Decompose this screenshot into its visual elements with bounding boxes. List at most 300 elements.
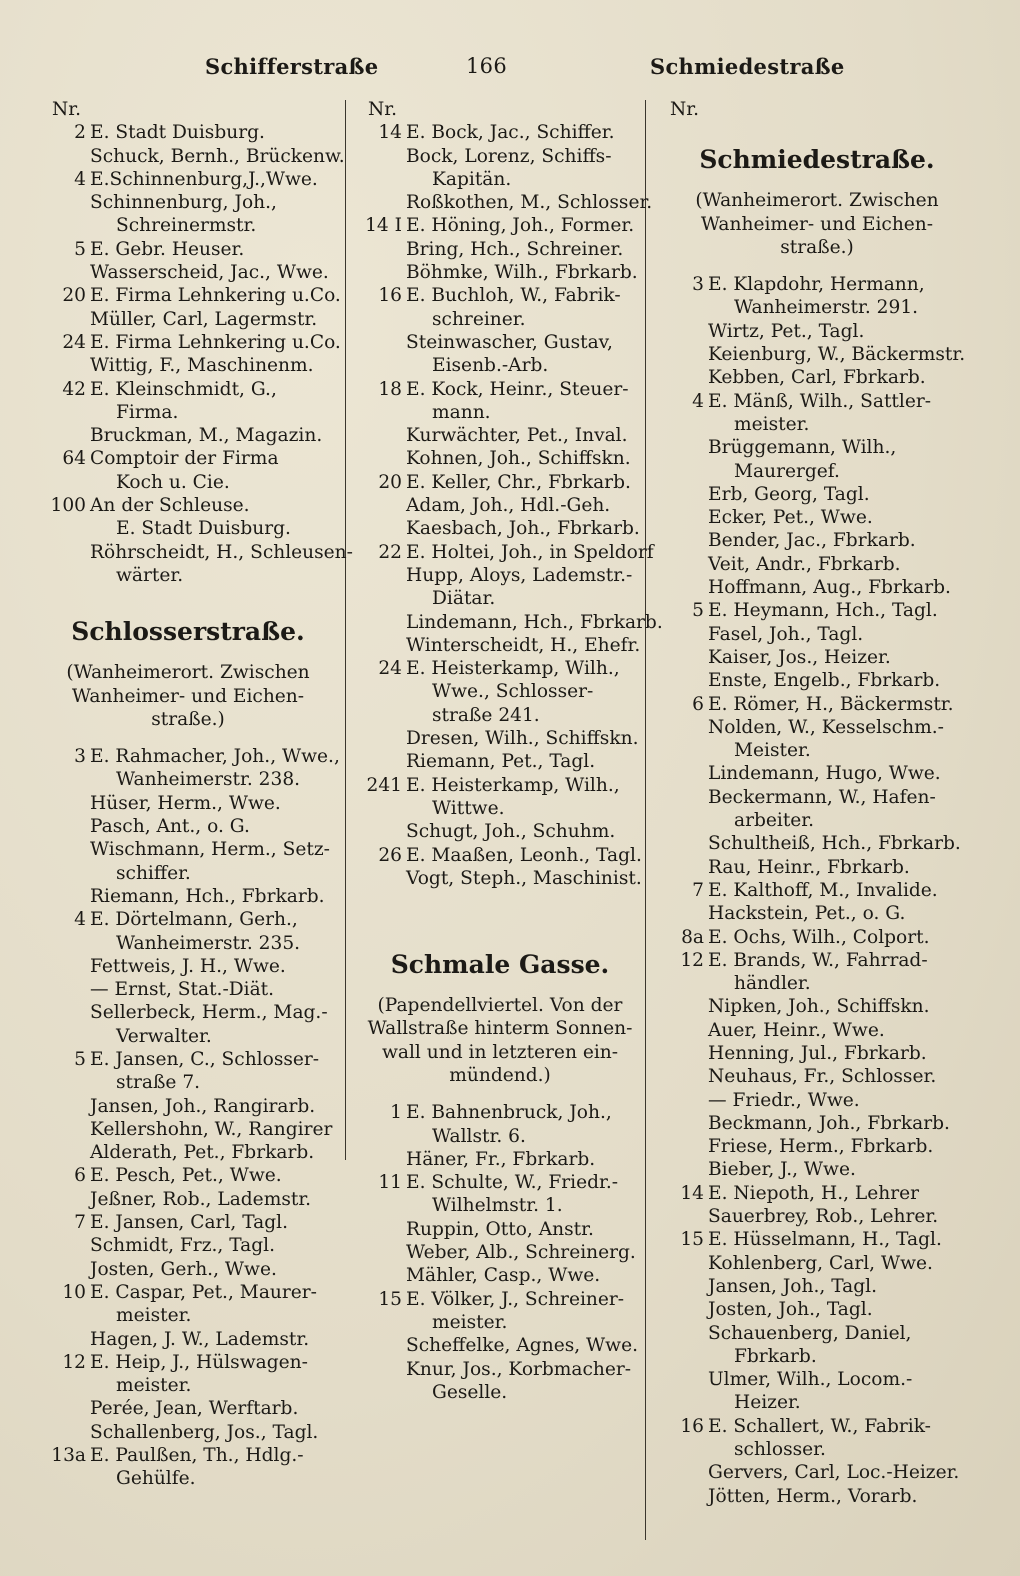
entry-line — [652, 693, 982, 716]
entry-text: E. Pesch, Pet., Wwe. — [90, 1165, 282, 1187]
entry-line — [350, 284, 650, 307]
entry-text: Geselle. — [432, 1381, 508, 1403]
entry-line — [34, 447, 342, 470]
entry-line — [34, 792, 342, 815]
nr-heading: Nr. — [670, 99, 700, 120]
entry-text: Dresen, Wilh., Schiffskn. — [406, 728, 639, 750]
entry-line — [34, 1071, 342, 1094]
entry-text: — Friedr., Wwe. — [708, 1089, 860, 1111]
entry-text: E. Kalthoff, M., Invalide. — [708, 879, 938, 901]
entry-line — [34, 401, 342, 424]
entry-line — [652, 972, 982, 995]
house-number: 15 — [378, 1288, 402, 1310]
house-number: 64 — [62, 448, 86, 470]
entry-text: Nipken, Joh., Schiffskn. — [708, 996, 930, 1018]
entry-line — [652, 1019, 982, 1042]
entry-text: Bender, Jac., Fbrkarb. — [708, 530, 916, 552]
entry-line — [652, 1089, 982, 1112]
entry-line — [652, 926, 982, 949]
entry-line — [34, 1304, 342, 1327]
entry-text: Winterscheidt, H., Ehefr. — [406, 634, 641, 656]
entry-line — [34, 1164, 342, 1187]
entry-text: Verwalter. — [116, 1025, 212, 1047]
entry-line — [34, 1025, 342, 1048]
entry-line — [34, 1258, 342, 1281]
entry-line — [652, 529, 982, 552]
entry-line — [350, 1381, 650, 1404]
entry-list — [652, 273, 982, 1508]
house-number: 14 — [680, 1182, 704, 1204]
entry-line — [652, 390, 982, 413]
entry-line — [652, 1228, 982, 1251]
house-number: 18 — [378, 378, 402, 400]
entry-text: schreiner. — [432, 308, 526, 330]
entry-line — [34, 378, 342, 401]
entry-list — [34, 121, 353, 587]
entry-text: Auer, Heinr., Wwe. — [708, 1019, 885, 1041]
house-number: 3 — [74, 746, 86, 768]
entry-line — [34, 1351, 342, 1374]
entry-line — [34, 354, 342, 377]
entry-text: E. Heymann, Hch., Tagl. — [708, 600, 938, 622]
entry-text: Bieber, J., Wwe. — [708, 1159, 856, 1181]
entry-text: Wallstr. 6. — [432, 1125, 526, 1147]
entry-list — [350, 1101, 650, 1404]
house-number: 1 — [390, 1102, 402, 1124]
entry-line — [350, 1334, 650, 1357]
entry-line — [34, 238, 342, 261]
entry-line — [34, 214, 342, 237]
entry-text: Wilhelmstr. 1. — [432, 1195, 563, 1217]
description-line: (Wanheimerort. Zwischen — [695, 190, 939, 212]
entry-line — [652, 856, 982, 879]
entry-line — [652, 320, 982, 343]
entry-text: Schauenberg, Daniel, — [708, 1322, 912, 1344]
entry-line — [350, 797, 650, 820]
entry-line — [652, 343, 982, 366]
entry-text: E. Hüsselmann, H., Tagl. — [708, 1229, 942, 1251]
entry-text: Gervers, Carl, Loc.-Heizer. — [708, 1462, 960, 1484]
entry-line — [652, 599, 982, 622]
column-divider-1 — [345, 100, 346, 1160]
entry-line — [350, 447, 650, 470]
entry-text: Keienburg, W., Bäckermstr. — [708, 344, 966, 366]
entry-text: E. Schulte, W., Friedr.- — [406, 1172, 619, 1194]
entry-line — [34, 1048, 342, 1071]
house-number: 3 — [692, 274, 704, 296]
entry-line — [350, 541, 654, 564]
entry-text: E. Heisterkamp, Wilh., — [406, 658, 620, 680]
entry-line — [652, 1112, 982, 1135]
entry-text: Kohlenberg, Carl, Wwe. — [708, 1252, 933, 1274]
entry-text: Hackstein, Pet., o. G. — [708, 903, 906, 925]
entry-text: Hoffmann, Aug., Fbrkarb. — [708, 577, 951, 599]
entry-text: Wanheimerstr. 238. — [116, 769, 301, 791]
entry-text: E.Schinnenburg,J.,Wwe. — [90, 168, 318, 190]
nr-heading: Nr. — [52, 99, 82, 120]
entry-line — [350, 820, 650, 843]
entry-line — [34, 1281, 342, 1304]
entry-text: Wanheimerstr. 291. — [734, 297, 919, 319]
house-number: 16 — [378, 285, 402, 307]
entry-text: Koch u. Cie. — [116, 471, 230, 493]
section-description — [350, 994, 650, 1087]
entry-text: schiffer. — [116, 862, 191, 884]
entry-list — [350, 121, 663, 890]
entry-text: händler. — [734, 973, 811, 995]
entry-text: Jansen, Joh., Rangirarb. — [90, 1095, 316, 1117]
house-number: 13a — [51, 1445, 86, 1467]
entry-text: E. Ochs, Wilh., Colport. — [708, 926, 930, 948]
entry-text: Enste, Engelb., Fbrkarb. — [708, 670, 941, 692]
entry-text: E. Firma Lehnkering u.Co. — [90, 285, 341, 307]
entry-text: Brüggemann, Wilh., — [708, 437, 897, 459]
entry-line — [652, 366, 982, 389]
entry-text: Bock, Lorenz, Schiffs- — [406, 145, 612, 167]
running-header-right: Schmiedestraße — [650, 54, 845, 79]
entry-text: An der Schleuse. — [90, 495, 250, 517]
entry-line — [350, 1125, 650, 1148]
entry-line — [652, 1135, 982, 1158]
house-number: 14 I — [365, 215, 402, 237]
house-number: 20 — [62, 285, 86, 307]
entry-text: Ulmer, Wilh., Locom.- — [708, 1369, 913, 1391]
entry-text: Gehülfe. — [116, 1468, 196, 1490]
entry-text: Wittwe. — [432, 797, 505, 819]
house-number: 12 — [62, 1351, 86, 1373]
entry-text: Steinwascher, Gustav, — [406, 331, 613, 353]
nr-heading: Nr. — [368, 99, 398, 120]
entry-line — [652, 1345, 982, 1368]
entry-line — [652, 669, 982, 692]
entry-text: Schallenberg, Jos., Tagl. — [90, 1421, 319, 1443]
entry-text: E. Jansen, Carl, Tagl. — [90, 1212, 289, 1234]
house-number: 24 — [378, 658, 402, 680]
entry-line — [350, 867, 650, 890]
entry-line — [34, 1095, 342, 1118]
entry-line — [34, 1397, 342, 1420]
entry-line — [350, 611, 663, 634]
entry-text: E. Niepoth, H., Lehrer — [708, 1182, 920, 1204]
entry-text: Böhmke, Wilh., Fbrkarb. — [406, 262, 638, 284]
entry-line — [652, 413, 982, 436]
entry-line — [350, 657, 650, 680]
entry-text: Kellershohn, W., Rangirer — [90, 1118, 333, 1140]
house-number: 16 — [680, 1415, 704, 1437]
entry-line — [652, 1182, 982, 1205]
entry-text: E. Gebr. Heuser. — [90, 238, 245, 260]
section-title: Schmale Gasse. — [390, 950, 610, 980]
house-number: 26 — [378, 844, 402, 866]
entry-text: Sauerbrey, Rob., Lehrer. — [708, 1206, 939, 1228]
entry-line — [652, 296, 982, 319]
entry-line — [350, 844, 650, 867]
house-number: 24 — [62, 331, 86, 353]
entry-text: E. Firma Lehnkering u.Co. — [90, 331, 341, 353]
house-number: 12 — [680, 949, 704, 971]
house-number: 15 — [680, 1229, 704, 1251]
entry-text: E. Schallert, W., Fabrik- — [708, 1415, 931, 1437]
entry-line — [652, 832, 982, 855]
entry-line — [34, 284, 342, 307]
entry-line — [34, 541, 353, 564]
entry-text: Beckmann, Joh., Fbrkarb. — [708, 1112, 950, 1134]
entry-text: Scheffelke, Agnes, Wwe. — [406, 1335, 638, 1357]
entry-text: Jeßner, Rob., Lademstr. — [90, 1188, 312, 1210]
entry-line — [350, 378, 650, 401]
entry-line — [34, 471, 342, 494]
house-number: 20 — [378, 471, 402, 493]
house-number: 5 — [74, 238, 86, 260]
entry-text: mann. — [432, 401, 491, 423]
entry-text: Beckermann, W., Hafen- — [708, 786, 936, 808]
entry-text: E. Völker, J., Schreiner- — [406, 1288, 625, 1310]
entry-line — [350, 774, 650, 797]
entry-list — [34, 745, 342, 1491]
entry-text: Perée, Jean, Werftarb. — [90, 1398, 299, 1420]
entry-text: meister. — [432, 1311, 508, 1333]
house-number: 7 — [692, 879, 704, 901]
entry-line — [652, 739, 982, 762]
description-line: (Papendellviertel. Von der — [377, 995, 623, 1017]
entry-text: E. Höning, Joh., Former. — [406, 215, 635, 237]
description-line: (Wanheimerort. Zwischen — [66, 662, 310, 684]
entry-text: Vogt, Steph., Maschinist. — [406, 867, 642, 889]
entry-line — [350, 261, 650, 284]
entry-line — [34, 261, 342, 284]
entry-line — [652, 1368, 982, 1391]
section-description — [34, 661, 342, 731]
entry-text: Josten, Joh., Tagl. — [708, 1299, 873, 1321]
entry-text: Schuck, Bernh., Brückenw. — [90, 145, 345, 167]
entry-text: schlosser. — [734, 1439, 826, 1461]
entry-line — [350, 168, 650, 191]
entry-text: wärter. — [116, 564, 184, 586]
entry-text: meister. — [116, 1375, 192, 1397]
entry-line — [652, 646, 982, 669]
entry-line — [34, 978, 342, 1001]
entry-text: Alderath, Pet., Fbrkarb. — [90, 1142, 315, 1164]
entry-text: straße 241. — [432, 704, 540, 726]
entry-text: E. Heisterkamp, Wilh., — [406, 774, 620, 796]
entry-line — [34, 308, 342, 331]
entry-text: Müller, Carl, Lagermstr. — [90, 308, 318, 330]
entry-text: Lindemann, Hch., Fbrkarb. — [406, 611, 663, 633]
entry-text: Kaesbach, Joh., Fbrkarb. — [406, 518, 640, 540]
house-number: 100 — [50, 495, 86, 517]
entry-text: Meister. — [734, 740, 811, 762]
entry-text: Fbrkarb. — [734, 1345, 817, 1367]
entry-line — [34, 745, 342, 768]
entry-line — [34, 862, 342, 885]
house-number: 2 — [74, 122, 86, 144]
house-number: 4 — [74, 909, 86, 931]
entry-line — [652, 716, 982, 739]
entry-line — [652, 1322, 982, 1345]
description-line: straße.) — [151, 708, 225, 730]
entry-text: Neuhaus, Fr., Schlosser. — [708, 1066, 937, 1088]
entry-line — [34, 145, 345, 168]
entry-line — [350, 354, 650, 377]
entry-line — [34, 1211, 342, 1234]
entry-line — [652, 436, 982, 459]
entry-line — [350, 471, 650, 494]
entry-line — [652, 483, 982, 506]
entry-text: Kurwächter, Pet., Inval. — [406, 425, 628, 447]
entry-line — [34, 1374, 342, 1397]
entry-line — [34, 908, 342, 931]
column-1 — [34, 98, 353, 1491]
entry-text: E. Keller, Chr., Fbrkarb. — [406, 471, 631, 493]
entry-line — [652, 1158, 982, 1181]
entry-line — [652, 1252, 982, 1275]
entry-line — [652, 1438, 982, 1461]
entry-line — [34, 517, 342, 540]
entry-text: E. Heip, J., Hülswagen- — [90, 1351, 308, 1373]
entry-text: E. Stadt Duisburg. — [90, 122, 265, 144]
description-line: wall und in letzteren ein- — [381, 1041, 619, 1063]
entry-line — [34, 1188, 342, 1211]
entry-line — [652, 273, 982, 296]
entry-text: Schultheiß, Hch., Fbrkarb. — [708, 833, 961, 855]
house-number: 5 — [74, 1048, 86, 1070]
entry-line — [34, 1467, 342, 1490]
entry-text: Häner, Fr., Fbrkarb. — [406, 1148, 596, 1170]
entry-text: Ecker, Pet., Wwe. — [708, 507, 873, 529]
entry-line — [350, 1148, 650, 1171]
house-number: 22 — [378, 541, 402, 563]
entry-text: Friese, Herm., Fbrkarb. — [708, 1136, 934, 1158]
entry-line — [34, 955, 342, 978]
entry-text: Jansen, Joh., Tagl. — [708, 1275, 878, 1297]
entry-line — [652, 1205, 982, 1228]
description-line: Wallstraße hinterm Sonnen- — [367, 1018, 633, 1040]
entry-text: Wirtz, Pet., Tagl. — [708, 320, 865, 342]
entry-line — [652, 1065, 982, 1088]
entry-line — [652, 879, 982, 902]
entry-line — [34, 1141, 342, 1164]
entry-line — [350, 517, 650, 540]
entry-text: E. Maaßen, Leonh., Tagl. — [406, 844, 642, 866]
house-number: 4 — [74, 168, 86, 190]
entry-line — [34, 564, 342, 587]
entry-line — [652, 1485, 982, 1508]
entry-line — [34, 1234, 342, 1257]
entry-line — [34, 768, 342, 791]
entry-line — [350, 680, 650, 703]
entry-line — [350, 587, 650, 610]
entry-text: Wanheimerstr. 235. — [116, 932, 301, 954]
entry-line — [652, 902, 982, 925]
entry-text: Diätar. — [432, 588, 496, 610]
entry-text: Veit, Andr., Fbrkarb. — [708, 553, 901, 575]
entry-line — [34, 932, 342, 955]
entry-text: Bring, Hch., Schreiner. — [406, 238, 624, 260]
entry-line — [350, 331, 650, 354]
entry-text: meister. — [734, 413, 810, 435]
entry-line — [652, 995, 982, 1018]
entry-text: meister. — [116, 1305, 192, 1327]
entry-line — [350, 1194, 650, 1217]
entry-line — [34, 424, 342, 447]
entry-text: E. Bahnenbruck, Joh., — [406, 1102, 612, 1124]
entry-line — [652, 809, 982, 832]
entry-text: Nolden, W., Kesselschm.- — [708, 716, 944, 738]
entry-text: Hagen, J. W., Lademstr. — [90, 1328, 310, 1350]
entry-text: E. Kock, Heinr., Steuer- — [406, 378, 629, 400]
house-number: 14 — [378, 122, 402, 144]
entry-text: Roßkothen, M., Schlosser. — [406, 192, 653, 214]
entry-line — [350, 214, 650, 237]
entry-line — [34, 1328, 342, 1351]
entry-line — [350, 1264, 650, 1287]
entry-text: E. Jansen, C., Schlosser- — [90, 1048, 320, 1070]
entry-text: E. Kleinschmidt, G., — [90, 378, 277, 400]
entry-line — [350, 727, 650, 750]
entry-line — [350, 145, 650, 168]
entry-line — [652, 553, 982, 576]
entry-line — [350, 634, 650, 657]
entry-line — [34, 1001, 342, 1024]
entry-line — [652, 1415, 982, 1438]
entry-line — [350, 494, 650, 517]
description-line: mündend.) — [449, 1064, 551, 1086]
house-number: 241 — [366, 774, 402, 796]
entry-text: Kaiser, Jos., Heizer. — [708, 646, 891, 668]
entry-text: E. Holtei, Joh., in Speldorf — [406, 541, 654, 563]
entry-text: arbeiter. — [734, 810, 815, 832]
entry-text: E. Caspar, Pet., Maurer- — [90, 1281, 317, 1303]
entry-line — [34, 121, 342, 144]
entry-text: Jötten, Herm., Vorarb. — [708, 1485, 918, 1507]
entry-line — [34, 815, 342, 838]
entry-text: E. Brands, W., Fahrrad- — [708, 949, 928, 971]
entry-line — [350, 238, 650, 261]
entry-text: Fettweis, J. H., Wwe. — [90, 955, 286, 977]
house-number: 10 — [62, 1281, 86, 1303]
entry-text: Comptoir der Firma — [90, 448, 279, 470]
house-number: 11 — [378, 1172, 402, 1194]
entry-line — [652, 786, 982, 809]
entry-text: Firma. — [116, 401, 179, 423]
entry-line — [652, 1275, 982, 1298]
house-number: 8a — [681, 926, 704, 948]
entry-line — [652, 623, 982, 646]
entry-line — [652, 506, 982, 529]
entry-line — [350, 704, 650, 727]
entry-text: Kebben, Carl, Fbrkarb. — [708, 367, 926, 389]
entry-text: Fasel, Joh., Tagl. — [708, 623, 864, 645]
entry-text: Heizer. — [734, 1392, 801, 1414]
entry-line — [350, 1171, 650, 1194]
section-title: Schmiedestraße. — [699, 145, 935, 175]
entry-text: E. Klapdohr, Hermann, — [708, 274, 925, 296]
entry-text: Hupp, Aloys, Lademstr.- — [406, 564, 633, 586]
entry-text: Schugt, Joh., Schuhm. — [406, 821, 616, 843]
entry-text: Riemann, Pet., Tagl. — [406, 751, 596, 773]
entry-text: Hüser, Herm., Wwe. — [90, 792, 281, 814]
entry-line — [350, 308, 650, 331]
entry-text: straße 7. — [116, 1072, 201, 1094]
entry-line — [350, 1218, 650, 1241]
entry-text: Rau, Heinr., Fbrkarb. — [708, 856, 910, 878]
entry-line — [652, 460, 982, 483]
entry-text: Henning, Jul., Fbrkarb. — [708, 1042, 927, 1064]
entry-text: Wischmann, Herm., Setz- — [90, 839, 330, 861]
entry-line — [34, 838, 342, 861]
entry-text: E. Rahmacher, Joh., Wwe., — [90, 746, 340, 768]
section-description — [652, 189, 982, 259]
